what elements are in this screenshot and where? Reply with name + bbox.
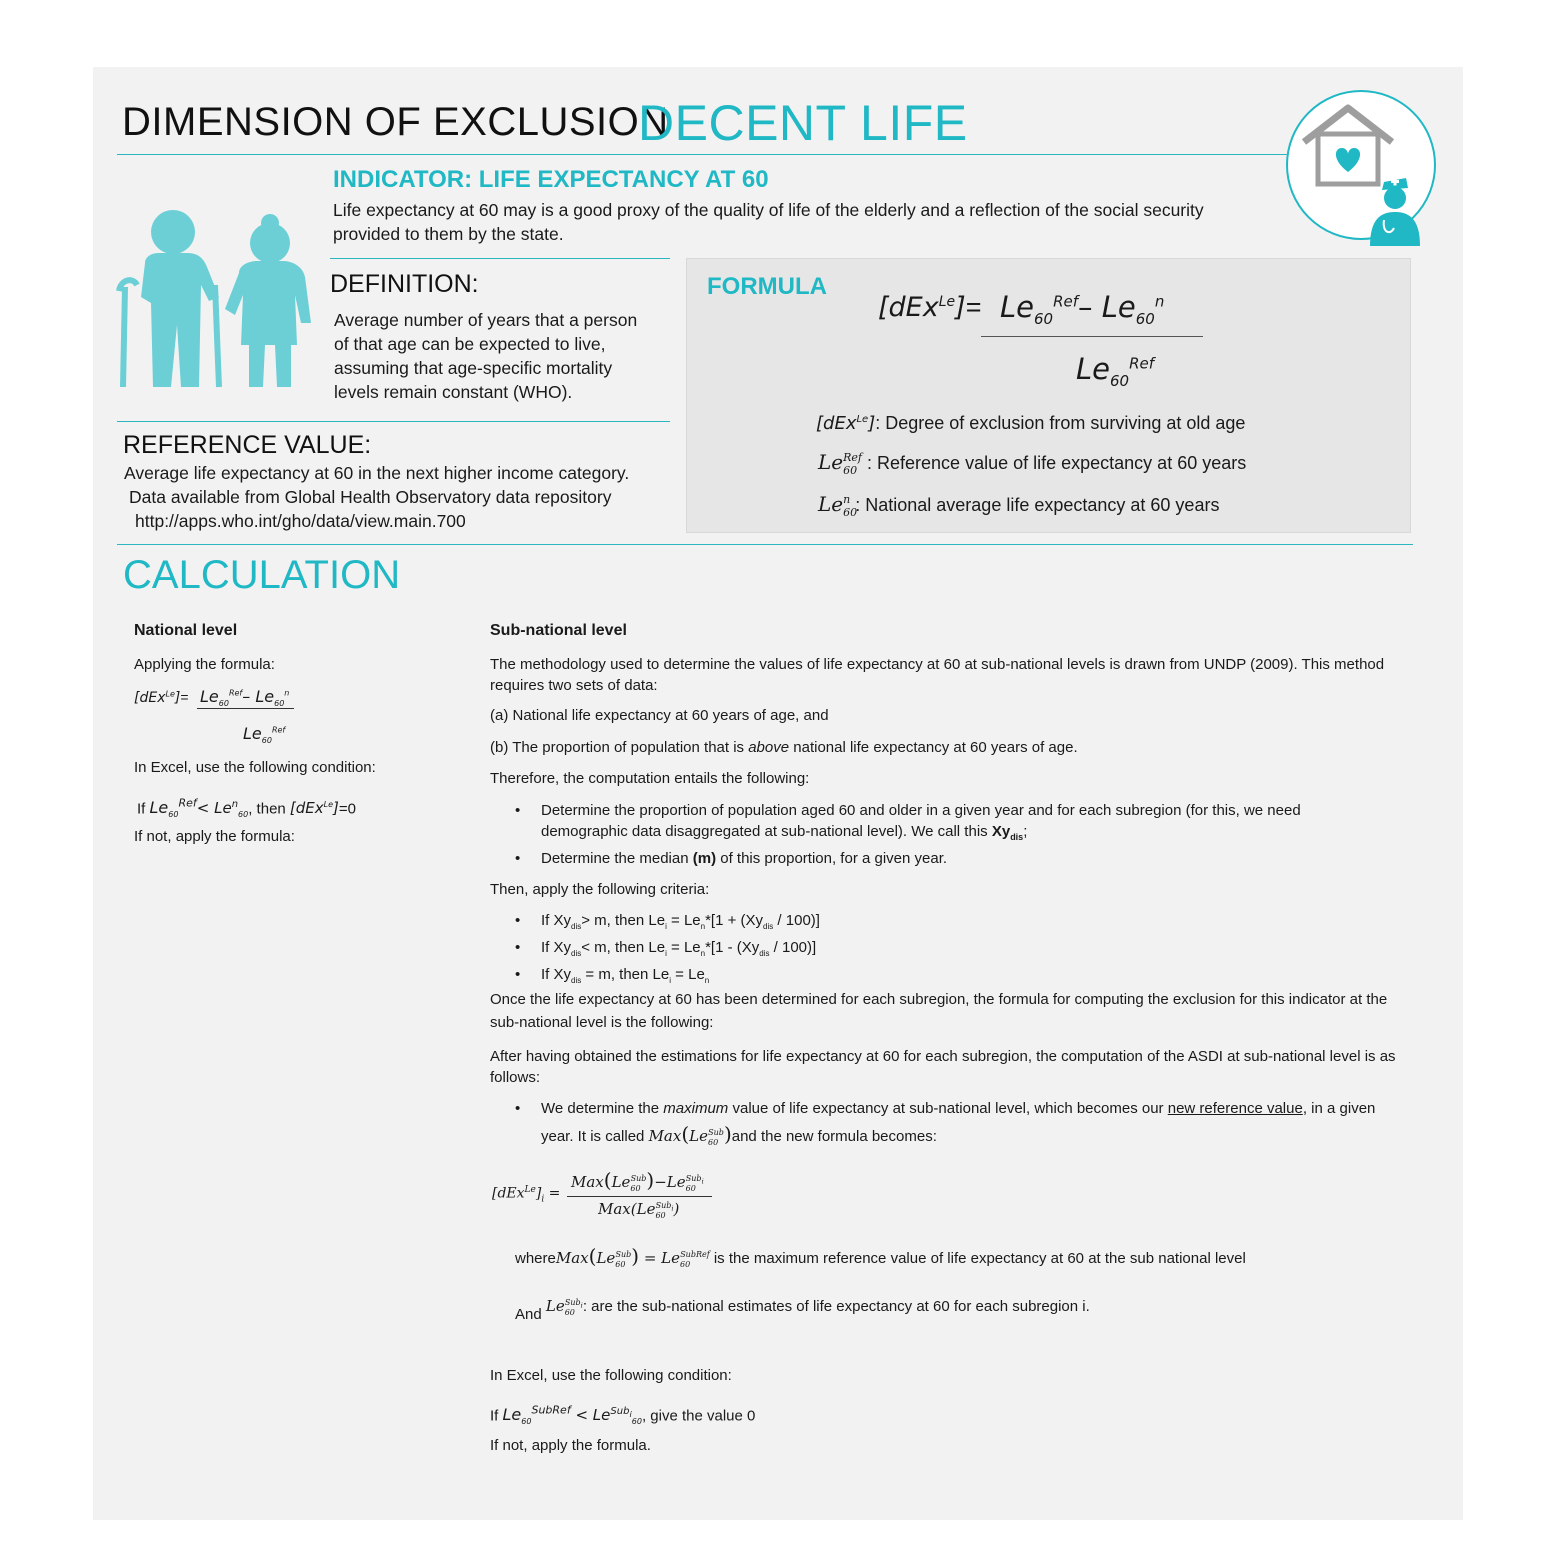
text-line: Once the life expectancy at 60 has been determined for each subregion, the formula for computing the exclusion for this indicator at the — [490, 991, 1388, 1008]
header-divider — [117, 154, 1287, 155]
national-condition: If $Le_{60}^{Ref}< Le^n_{60}$, then [dEx$^{Le}$]=0 — [137, 797, 357, 820]
text-underline: new reference value — [1167, 1100, 1303, 1117]
text: Determine the median — [541, 850, 693, 867]
condition-text: , give the value 0 — [641, 1407, 756, 1425]
list-item: • Determine the proportion of population aged 60 and older in a given year and for each subregion (for this, we need demographic data disaggregated at sub-national level). We call this $Xy_{dis}$; — [490, 800, 1410, 848]
page-subtitle: DECENT LIFE — [638, 95, 968, 151]
subnational-paragraph-3 — [490, 1046, 1430, 1088]
text-emphasis: maximum — [663, 1100, 729, 1117]
formula-legend-3: $Le_{60}^n$ : National average life expectancy at 60 years — [818, 492, 1220, 519]
text: We determine the — [541, 1100, 664, 1117]
elderly-couple-icon — [115, 205, 325, 395]
formula-numerator: $Le_{60}^{Ref}-$ $Le_{60}^n$ — [1000, 290, 1165, 328]
subnational-fraction-bar — [567, 1196, 712, 1197]
formula-legend-2: $Le_{60}^{Ref}$ : Reference value of life expectancy at 60 years — [818, 450, 1247, 477]
list-item: • If $Xy_{dis} = m$, then $Le_i = Le_n$ — [490, 964, 1410, 991]
definition-line: of that age can be expected to live, — [334, 334, 606, 354]
list-item — [490, 848, 1410, 869]
text-bold: (m) — [692, 850, 717, 867]
subnational-paragraph-2 — [490, 988, 1420, 1034]
text-line: The methodology used to determine the values of life expectancy at 60 at sub-national levels is drawn from UNDP (2009). This method — [490, 656, 1385, 673]
list-item: • If $Xy_{dis}< m$, then $Le_i = Le_n*[1 - (Xy_{dis} / 100)]$ — [490, 937, 1410, 964]
indicator-description-line-1: Life expectancy at 60 may is a good proxy of the quality of life of the elderly and a reflection of the social security — [333, 200, 1204, 220]
formula-fraction-bar — [981, 336, 1203, 337]
reference-link[interactable]: http://apps.who.int/gho/data/view.main.700 — [135, 511, 466, 531]
text-emphasis: above — [748, 739, 790, 756]
formula-denominator: $Le_{60}^{Ref}$ — [1076, 352, 1155, 390]
text-line: sub-national level is the following: — [490, 1014, 714, 1031]
national-formula-lhs: [dEx$^{Le}$]= — [134, 689, 189, 706]
text: Determine the proportion of population aged 60 and older in a given year and for each subregion (for this, we need — [541, 802, 1301, 819]
definition-heading: DEFINITION: — [330, 270, 479, 298]
subnational-level-heading: Sub-national level — [490, 622, 627, 639]
calculation-heading: CALCULATION — [123, 553, 401, 597]
subnational-excel: In Excel, use the following condition: — [490, 1367, 732, 1384]
indicator-title: INDICATOR: LIFE EXPECTANCY AT 60 — [333, 166, 769, 193]
formula-legend-1: [dEx$^{Le}$]: Degree of exclusion from surviving at old age — [816, 413, 1246, 434]
reference-line-2: Data available from Global Health Observatory data repository — [129, 487, 612, 507]
subnational-and: And $Le_{60}^{Sub_i}$: are the sub-national estimates of life expectancy at 60 for each subregion i. — [515, 1297, 1090, 1323]
text: (b) The proportion of population that is — [490, 739, 749, 756]
subnational-item-b — [490, 737, 1078, 758]
condition-text: , then — [248, 800, 286, 818]
formula-lhs: [dEx$^{Le}$]= — [878, 292, 982, 323]
formula-heading: FORMULA — [707, 273, 827, 300]
page-title: DIMENSION OF EXCLUSION — [122, 100, 669, 144]
text: and the new formula becomes: — [731, 1128, 937, 1145]
legend-text: : Reference value of life expectancy at 60 years — [867, 453, 1247, 473]
subnational-intro — [490, 654, 1420, 696]
text: value of life expectancy at sub-national level, which becomes our — [728, 1100, 1168, 1117]
subnational-item-a: (a) National life expectancy at 60 years of age, and — [490, 707, 829, 724]
legend-text: : National average life expectancy at 60 years — [855, 495, 1220, 515]
national-ifnot: If not, apply the formula: — [134, 828, 295, 845]
subnational-then: Then, apply the following criteria: — [490, 881, 710, 898]
text: : are the sub-national estimates of life expectancy at 60 for each subregion i. — [582, 1298, 1090, 1315]
definition-line: levels remain constant (WHO). — [334, 382, 573, 402]
subnational-formula-lhs: $[dEx^{Le}]_i$ = — [492, 1185, 561, 1205]
indicator-description-line-2: provided to them by the state. — [333, 224, 564, 244]
text-line: follows: — [490, 1069, 541, 1086]
text: where — [515, 1250, 556, 1267]
subnational-condition: If $Le_{60}^{SubRef} < Le^{Sub_i}_{60}$, give the value 0 — [490, 1404, 756, 1427]
subnational-max-list — [490, 1097, 1410, 1155]
subnational-where: $whereMax(Le_{60}^{Sub}) = Le_{60}^{SubRef}$ is the maximum reference value of life expectancy at 60 at the sub national level — [515, 1244, 1246, 1269]
text: And — [515, 1306, 542, 1323]
text: , in a given — [1302, 1100, 1376, 1117]
text-line: requires two sets of data: — [490, 677, 658, 694]
text: national life expectancy at 60 years of age. — [789, 739, 1078, 756]
text: year. It is called — [541, 1128, 645, 1145]
definition-line: assuming that age-specific mortality — [334, 358, 613, 378]
reference-heading: REFERENCE VALUE: — [123, 431, 372, 459]
indicator-divider — [330, 258, 670, 259]
subnational-ifnot: If not, apply the formula. — [490, 1437, 651, 1454]
national-excel: In Excel, use the following condition: — [134, 759, 376, 776]
text-line: After having obtained the estimations for life expectancy at 60 for each subregion, the computation of the ASDI at sub-national level is as — [490, 1048, 1396, 1065]
definition-text — [334, 308, 637, 404]
list-item: • If $Xy_{dis}> m$, then $Le_i = Le_n*[1 + (Xy_{dis} / 100)]$ — [490, 910, 1410, 937]
text: demographic data disaggregated at sub-national level). We call this — [541, 823, 992, 840]
subnational-steps-list — [490, 800, 1410, 869]
house-nurse-badge — [1286, 90, 1436, 240]
reference-line-1: Average life expectancy at 60 in the next higher income category. — [124, 463, 630, 483]
calculation-divider — [117, 544, 1413, 545]
text: is the maximum reference value of life expectancy at 60 at the sub national level — [713, 1250, 1246, 1267]
subnational-therefore: Therefore, the computation entails the following: — [490, 770, 810, 787]
text: of this proportion, for a given year. — [716, 850, 948, 867]
national-formula-numerator: $Le_{60}^{Ref}-$ $Le_{60}^n$ — [200, 687, 290, 709]
legend-text: : Degree of exclusion from surviving at old age — [875, 413, 1246, 433]
definition-line: Average number of years that a person — [334, 310, 638, 330]
list-item: • We determine the maximum value of life expectancy at sub-national level, which becomes our new reference value, in a given year. It is called $Max(Le_{60}^{Sub})and$ the new formula becomes: — [490, 1097, 1410, 1155]
subnational-formula-numerator: $Max(Le_{60}^{Sub})-Le_{60}^{Sub_i}$ — [571, 1168, 704, 1193]
national-level-heading: National level — [134, 622, 238, 639]
definition-divider — [117, 421, 670, 422]
national-fraction-bar — [197, 708, 294, 709]
national-formula-denominator: $Le_{60}^{Ref}$ — [243, 724, 286, 746]
subnational-formula-denominator: $Max(Le_{60}^{Sub_i})$ — [598, 1200, 680, 1220]
subnational-criteria-list — [490, 910, 1410, 991]
national-applying: Applying the formula: — [134, 656, 275, 673]
